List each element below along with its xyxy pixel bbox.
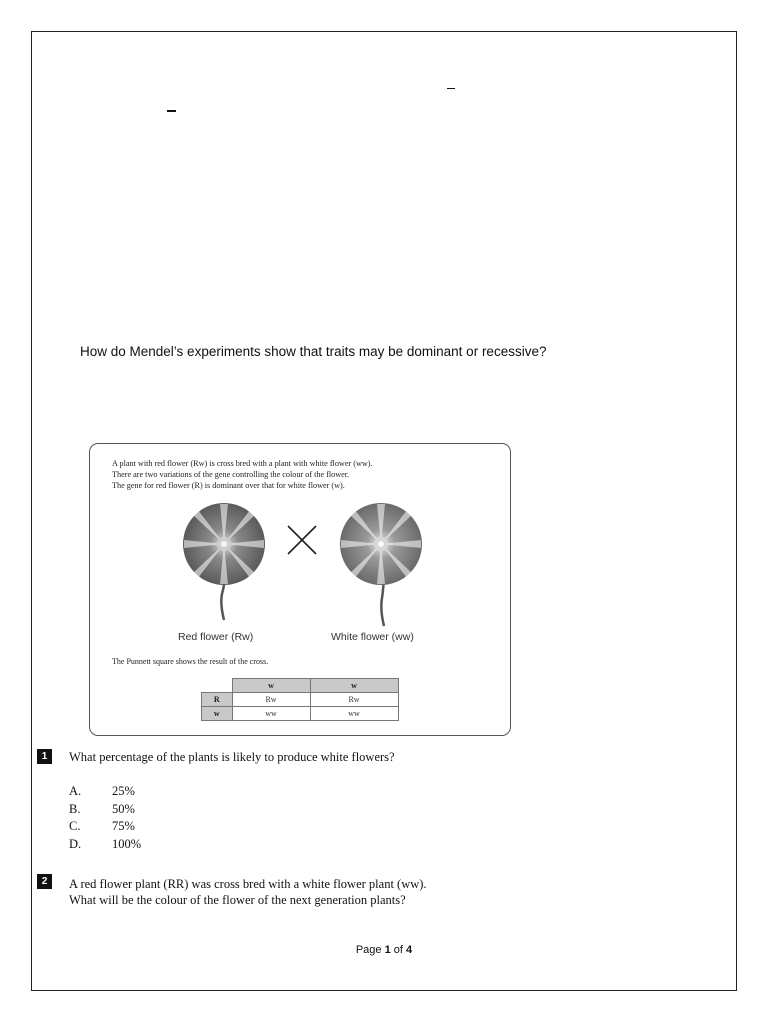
question-number-badge: 2 (37, 874, 52, 889)
punnett-cell: ww (310, 707, 398, 721)
total-pages: 4 (406, 944, 413, 956)
stray-dash (167, 110, 176, 112)
white-flower-label: White flower (ww) (331, 631, 414, 643)
punnett-square (201, 678, 399, 721)
figure-intro (112, 458, 373, 491)
table-row (202, 693, 399, 707)
option-letter: A. (69, 784, 82, 798)
option-c[interactable] (69, 818, 141, 836)
punnett-col-header: w (310, 679, 398, 693)
punnett-corner (202, 679, 233, 693)
option-d[interactable] (69, 836, 141, 854)
option-letter: D. (69, 836, 82, 851)
question-2-line-1: A red flower plant (RR) was cross bred with a white flower plant (ww). (69, 877, 427, 891)
white-flower-icon (340, 503, 422, 626)
question-1-text: What percentage of the plants is likely to produce white flowers? (69, 750, 395, 764)
page-footer (0, 944, 768, 956)
intro-line: The gene for red flower (R) is dominant over that for white flower (w). (112, 481, 345, 490)
punnett-col-header: w (232, 679, 310, 693)
flower-cross-illustration (176, 502, 436, 632)
stray-dash (447, 88, 455, 89)
figure-box (89, 443, 511, 736)
table-row (202, 679, 399, 693)
intro-line: There are two variations of the gene controlling the colour of the flower. (112, 470, 350, 479)
option-value: 25% (112, 784, 135, 798)
punnett-cell: ww (232, 707, 310, 721)
footer-prefix: Page (355, 944, 385, 956)
answer-options (69, 783, 141, 853)
punnett-row-header: w (202, 707, 233, 721)
question-number-badge: 1 (37, 749, 52, 764)
punnett-cell: Rw (232, 693, 310, 707)
red-flower-label: Red flower (Rw) (178, 631, 254, 643)
punnett-cell: Rw (310, 693, 398, 707)
option-a[interactable] (69, 783, 141, 801)
cross-icon (288, 526, 316, 554)
intro-line: A plant with red flower (Rw) is cross bred with a plant with white flower (ww). (112, 459, 373, 468)
footer-middle: of (390, 944, 407, 956)
table-row (202, 707, 399, 721)
option-value: 50% (112, 801, 135, 816)
main-question: How do Mendel’s experiments show that traits may be dominant or recessive? (80, 344, 547, 359)
question-2-line-2: What will be the colour of the flower of the next generation plants? (69, 893, 406, 907)
current-page: 1 (384, 944, 391, 956)
option-letter: C. (69, 819, 81, 833)
option-b[interactable] (69, 801, 141, 819)
punnett-caption: The Punnett square shows the result of the cross. (112, 657, 269, 666)
option-value: 75% (112, 819, 135, 833)
punnett-row-header: R (202, 693, 233, 707)
option-letter: B. (69, 801, 81, 816)
option-value: 100% (112, 836, 142, 851)
red-flower-icon (183, 503, 265, 620)
